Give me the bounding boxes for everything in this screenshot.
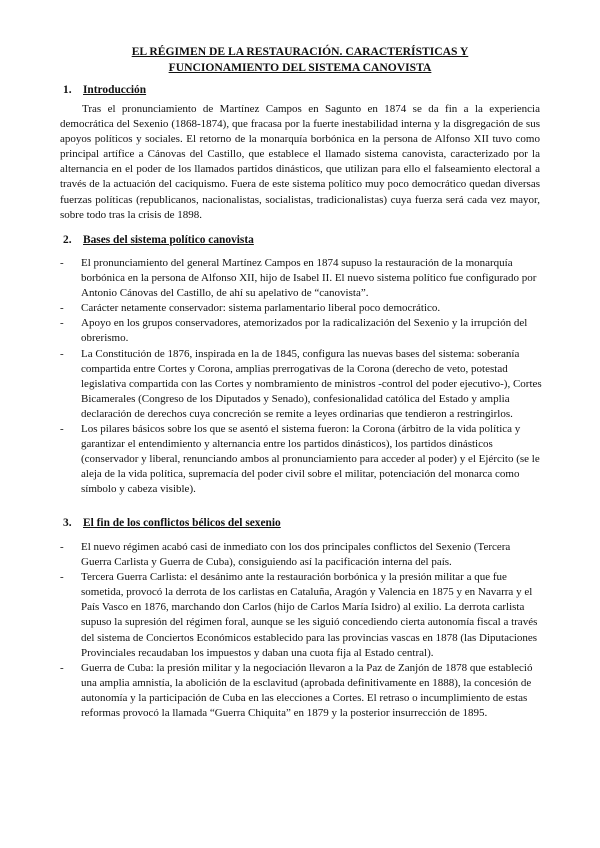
section-title: Introducción bbox=[83, 84, 147, 96]
list-item-text: Carácter netamente conservador: sistema parlamentario liberal poco democrático. bbox=[81, 302, 441, 315]
section-2-heading bbox=[63, 234, 254, 246]
section-2-bullet-list bbox=[60, 256, 542, 498]
list-item-text: Apoyo en los grupos conservadores, atemorizados por la radicalización del Sexenio y la irrupción del obrerismo. bbox=[81, 317, 528, 345]
list-item-text: El nuevo régimen acabó casi de inmediato con los dos principales conflictos del Sexenio (Tercera Guerra Carlista y Guerra de Cuba), consiguiendo así la pacificación interna del país. bbox=[81, 541, 511, 569]
list-item-text: El pronunciamiento del general Martínez Campos en 1874 supuso la restauración de la monarquía borbónica en la persona de Alfonso XII, hijo de Isabel II. El nuevo sistema político fue configurado por Antonio Cánovas del Castillo, de ahí su apelativo de “canovista”. bbox=[81, 257, 537, 300]
section-number: 3. bbox=[63, 517, 72, 529]
list-item: - El pronunciamiento del general Martínez Campos en 1874 supuso la restauración de la monarquía borbónica en la persona de Alfonso XII, hijo de Isabel II. El nuevo sistema político fue configurado por Antonio Cánovas del Castillo, de ahí su apelativo de “canovista”. bbox=[60, 257, 537, 300]
list-item-text: Guerra de Cuba: la presión militar y la negociación llevaron a la Paz de Zanjón de 1878 que estableció una amplia amnistía, la abolición de la esclavitud (aprobada definitivamente en 1888), la concesión de autonomía y la participación de Cuba en las elecciones a Cortes. El retraso o incumplimiento de estas reformas provocó la llamada “Guerra Chiquita” en 1879 y la posterior insurrección de 1895. bbox=[81, 661, 533, 720]
section-title: El fin de los conflictos bélicos del sexenio bbox=[83, 517, 281, 529]
section-1-heading bbox=[63, 84, 146, 96]
list-item: - Tercera Guerra Carlista: el desánimo ante la restauración borbónica y la presión militar a que fue sometida, provocó la derrota de los carlistas en Cataluña, Aragón y Valencia en 1875 y en Navarra y el País Vasco en 1876, marchando don Carlos (hijo de Carlos María Isidro) al exilio. La derrota carlista supuso la supresión del régimen foral, aunque se les siguió concediendo cierta autonomía fiscal a través del sistema de Conciertos Económicos establecido para las provincias vascas en 1878 (las Diputaciones Provinciales recaudaban los impuestos y daban una cuota fija al Estado central). bbox=[60, 571, 538, 659]
list-item: - Carácter netamente conservador: sistema parlamentario liberal poco democrático. bbox=[60, 302, 441, 315]
section-number: 2. bbox=[63, 234, 72, 246]
section-title: Bases del sistema político canovista bbox=[83, 234, 254, 246]
section-3-bullet-list bbox=[60, 540, 542, 721]
list-item: - La Constitución de 1876, inspirada en la de 1845, configura las nuevas bases del sistema: soberanía compartida entre Cortes y Corona, amplias prerrogativas de la Corona (derecho de veto, potestad legislativa compartida con las Cortes y nombramiento de ministros -control del poder ejecutivo-), Cortes Bicamerales (Congreso de los Diputados y Senado), confesionalidad católica del Estado y amplia declaración de derechos cuya concreción se remite a leyes ordinarias que tendieron a restringirlos. bbox=[60, 347, 542, 420]
list-item: - Los pilares básicos sobre los que se asentó el sistema fueron: la Corona (árbitro de la vida política y garantizar el entendimiento y alternancia entre los partidos dinásticos), los partidos dinásticos (conservador y liberal, renunciando ambos al pronunciamiento para acceder al poder) y el Ejército (se le aleja de la vida política, supremacía del poder civil sobre el militar, potenciación del monarca como símbolo y cabeza visible). bbox=[60, 423, 540, 496]
section-3-heading bbox=[63, 517, 281, 529]
list-item-text: Los pilares básicos sobre los que se asentó el sistema fueron: la Corona (árbitro de la vida política y garantizar el entendimiento y alternancia entre los partidos dinásticos), los partidos dinásticos (conservador y liberal, renunciando ambos al pronunciamiento para acceder al poder) y el Ejército (se le aleja de la vida política, supremacía del poder civil sobre el militar, potenciación del monarca como símbolo y cabeza visible). bbox=[81, 423, 540, 496]
list-item-text: La Constitución de 1876, inspirada en la de 1845, configura las nuevas bases del sistema: soberanía compartida entre Cortes y Corona, amplias prerrogativas de la Corona (derecho de veto, potestad legislativa compartida con las Cortes y nombramiento de ministros -control del poder ejecutivo-), Cortes Bicamerales (Congreso de los Diputados y Senado), confesionalidad católica del Estado y amplia declaración de derechos cuya concreción se remite a leyes ordinarias que tendieron a restringirlos. bbox=[81, 347, 542, 420]
list-item: - Apoyo en los grupos conservadores, atemorizados por la radicalización del Sexenio y la irrupción del obrerismo. bbox=[60, 317, 528, 345]
list-item: - El nuevo régimen acabó casi de inmediato con los dos principales conflictos del Sexenio (Tercera Guerra Carlista y Guerra de Cuba), consiguiendo así la pacificación interna del país. bbox=[60, 541, 511, 569]
document-title bbox=[60, 44, 540, 75]
list-item: - Guerra de Cuba: la presión militar y la negociación llevaron a la Paz de Zanjón de 1878 que estableció una amplia amnistía, la abolición de la esclavitud (aprobada definitivamente en 1888), la concesión de autonomía y la participación de Cuba en las elecciones a Cortes. El retraso o incumplimiento de estas reformas provocó la llamada “Guerra Chiquita” en 1879 y la posterior insurrección de 1895. bbox=[60, 661, 533, 720]
title-line-2: FUNCIONAMIENTO DEL SISTEMA CANOVISTA bbox=[168, 60, 432, 74]
title-line-1: EL RÉGIMEN DE LA RESTAURACIÓN. CARACTERÍSTICAS Y bbox=[131, 45, 469, 58]
list-item-text: Tercera Guerra Carlista: el desánimo ante la restauración borbónica y la presión militar a que fue sometida, provocó la derrota de los carlistas en Cataluña, Aragón y Valencia en 1875 y en Navarra y el País Vasco en 1876, marchando don Carlos (hijo de Carlos María Isidro) al exilio. La derrota carlista supuso la supresión del régimen foral, aunque se les siguió concediendo cierta autonomía fiscal a través del sistema de Conciertos Económicos establecido para las provincias vascas en 1878 (las Diputaciones Provinciales recaudaban los impuestos y daban una cuota fija al Estado central). bbox=[81, 571, 538, 659]
section-1-paragraph: Tras el pronunciamiento de Martínez Campos en Sagunto en 1874 se da fin a la experiencia democrática del Sexenio (1868-1874), que fracasa por la fuerte inestabilidad interna y la disgregación de sus apoyos políticos y sociales. El retorno de la monarquía borbónica en la persona de Alfonso XII tuvo como principal artífice a Cánovas del Castillo, que establece el llamado sistema canovista, caracterizado por la alternancia en el poder de los llamados partidos dinásticos, que utilizan para ello el falseamiento electoral a través de la actuación del caciquismo. Fuera de este sistema político muy poco democrático quedan diversas fuerzas políticas (republicanos, nacionalistas, socialistas, tradicionalistas) cuya fuerza será cada vez mayor, sobre todo tras la crisis de 1898. bbox=[60, 103, 540, 221]
section-number: 1. bbox=[63, 84, 72, 96]
